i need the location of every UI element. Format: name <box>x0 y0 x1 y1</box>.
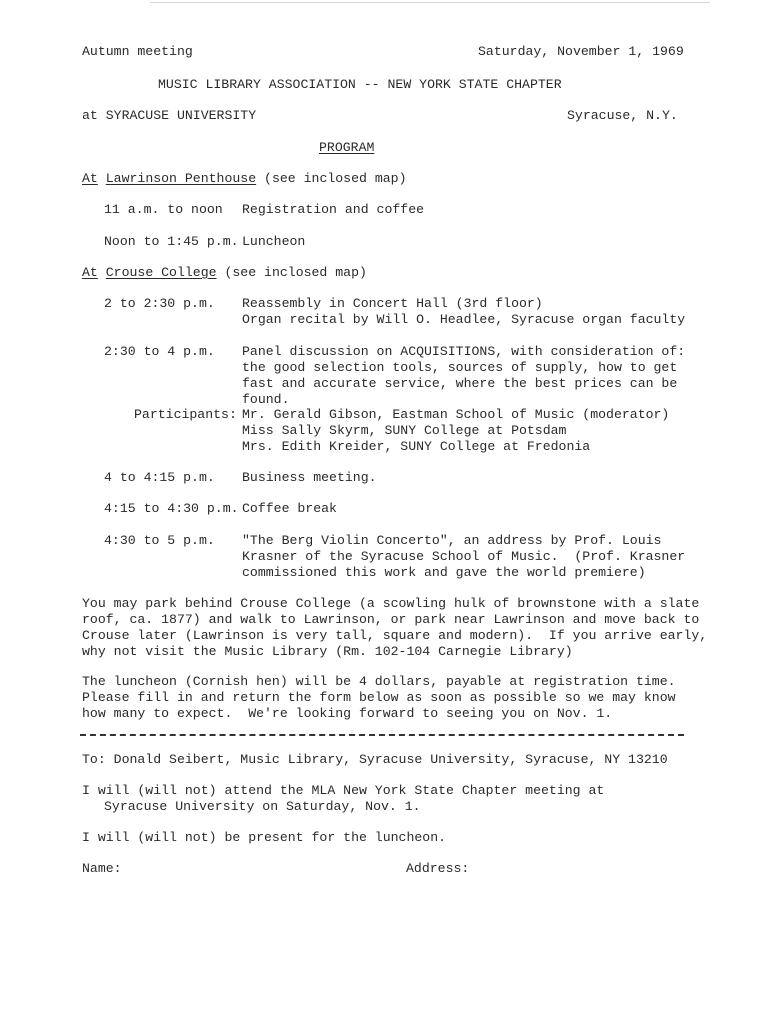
luncheon-line: Please fill in and return the form below as soon as possible so we may know <box>82 690 676 705</box>
schedule-time: 2:30 to 4 p.m. <box>104 344 215 359</box>
program-title: PROGRAM <box>319 140 375 155</box>
schedule-desc: Organ recital by Will O. Headlee, Syracuse organ faculty <box>242 312 686 327</box>
schedule-time: 4:30 to 5 p.m. <box>104 533 215 548</box>
meeting-label: Autumn meeting <box>82 44 193 59</box>
schedule-desc: Luncheon <box>242 234 306 249</box>
schedule-desc: the good selection tools, sources of supply, how to get <box>242 360 678 375</box>
participants-label: Participants: <box>134 407 237 422</box>
luncheon-line: The luncheon (Cornish hen) will be 4 dollars, payable at registration time. <box>82 674 676 689</box>
schedule-desc: Coffee break <box>242 501 337 516</box>
location-left: at SYRACUSE UNIVERSITY <box>82 108 257 123</box>
form-attend-line: Syracuse University on Saturday, Nov. 1. <box>104 799 421 814</box>
participant-name: Mrs. Edith Kreider, SUNY College at Fredonia <box>242 439 591 454</box>
parking-line: Crouse later (Lawrinson is very tall, square and modern). If you arrive early, <box>82 628 708 643</box>
schedule-desc: fast and accurate service, where the best prices can be <box>242 376 678 391</box>
luncheon-line: how many to expect. We're looking forward to seeing you on Nov. 1. <box>82 706 613 721</box>
form-address-label: Address: <box>406 861 470 876</box>
venue-penthouse: At Lawrinson Penthouse (see inclosed map) <box>82 171 407 186</box>
parking-line: why not visit the Music Library (Rm. 102-104 Carnegie Library) <box>82 644 573 659</box>
schedule-desc: found. <box>242 392 290 407</box>
schedule-desc: Reassembly in Concert Hall (3rd floor) <box>242 296 543 311</box>
location-right: Syracuse, N.Y. <box>567 108 678 123</box>
form-name-label: Name: <box>82 861 122 876</box>
schedule-desc: Panel discussion on ACQUISITIONS, with consideration of: <box>242 344 686 359</box>
schedule-desc: Business meeting. <box>242 470 377 485</box>
schedule-time: 4:15 to 4:30 p.m. <box>104 501 239 516</box>
cut-line <box>80 734 684 736</box>
venue-crouse: At Crouse College (see inclosed map) <box>82 265 367 280</box>
participant-name: Miss Sally Skyrm, SUNY College at Potsdam <box>242 423 567 438</box>
parking-line: roof, ca. 1877) and walk to Lawrinson, or park near Lawrinson and move back to <box>82 612 700 627</box>
form-attend-line: I will (will not) attend the MLA New York State Chapter meeting at <box>82 783 605 798</box>
form-luncheon-line: I will (will not) be present for the luncheon. <box>82 830 447 845</box>
participant-name: Mr. Gerald Gibson, Eastman School of Music (moderator) <box>242 407 670 422</box>
schedule-time: 4 to 4:15 p.m. <box>104 470 215 485</box>
schedule-desc: Registration and coffee <box>242 202 425 217</box>
meeting-date: Saturday, November 1, 1969 <box>478 44 684 59</box>
schedule-time: Noon to 1:45 p.m. <box>104 234 239 249</box>
schedule-desc: commissioned this work and gave the world premiere) <box>242 565 646 580</box>
schedule-desc: Krasner of the Syracuse School of Music. (Prof. Krasner <box>242 549 686 564</box>
page-top-rule <box>150 2 710 3</box>
schedule-time: 11 a.m. to noon <box>104 202 223 217</box>
schedule-desc: "The Berg Violin Concerto", an address by Prof. Louis <box>242 533 662 548</box>
form-recipient: To: Donald Seibert, Music Library, Syracuse University, Syracuse, NY 13210 <box>82 752 668 767</box>
organization-title: MUSIC LIBRARY ASSOCIATION -- NEW YORK STATE CHAPTER <box>158 77 562 92</box>
parking-line: You may park behind Crouse College (a scowling hulk of brownstone with a slate <box>82 596 700 611</box>
schedule-time: 2 to 2:30 p.m. <box>104 296 215 311</box>
